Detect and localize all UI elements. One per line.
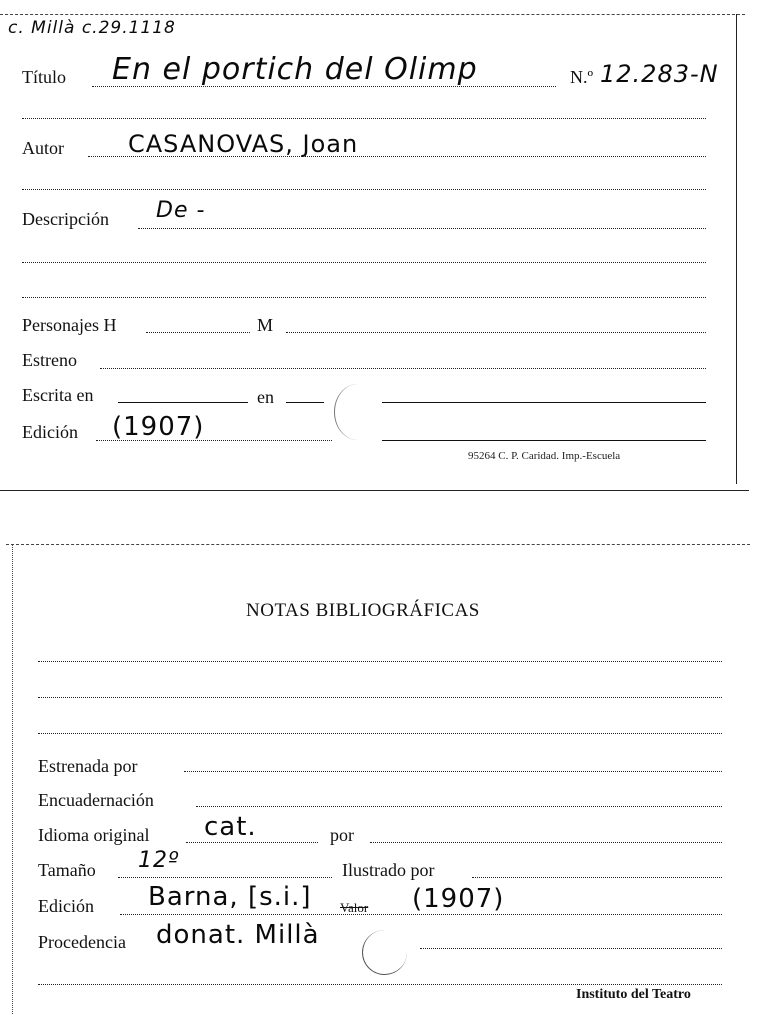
institution-footer: Instituto del Teatro <box>576 987 691 1002</box>
blank-line-2 <box>22 189 706 190</box>
idioma-label: Idioma original <box>38 825 150 845</box>
procedencia-line <box>420 948 722 949</box>
back-edicion-value: Barna, [s.i.] <box>148 882 312 912</box>
autor-line <box>88 156 706 157</box>
personajes-m-line <box>286 332 706 333</box>
escrita-en-line-b <box>382 402 706 403</box>
idioma-por-line <box>370 842 722 843</box>
procedencia-label: Procedencia <box>38 932 126 952</box>
blank-line-1 <box>22 118 706 119</box>
escrita-label: Escrita en <box>22 385 94 405</box>
front-card-top-edge <box>0 14 745 15</box>
punch-hole-mark-back <box>362 930 407 975</box>
notas-heading: NOTAS BIBLIOGRÁFICAS <box>246 600 480 621</box>
blank-line-4 <box>22 297 706 298</box>
descripcion-line <box>138 228 706 229</box>
back-edicion-label: Edición <box>38 896 94 916</box>
edicion-value: (1907) <box>112 412 205 442</box>
escrita-en-line-a <box>286 402 324 403</box>
escrita-en-label: en <box>257 387 274 407</box>
idioma-por-label: por <box>330 825 354 845</box>
idioma-line <box>186 842 318 843</box>
titulo-label: Título <box>22 67 66 87</box>
ilustrado-line <box>472 877 722 878</box>
back-card-top-edge <box>6 544 750 545</box>
escrita-line <box>118 402 248 403</box>
estreno-label: Estreno <box>22 350 77 370</box>
corner-catalog-note: c. Millà c.29.1118 <box>8 18 176 38</box>
estreno-line <box>100 368 706 369</box>
procedencia-value: donat. Millà <box>156 920 320 950</box>
tamano-line <box>118 877 332 878</box>
tamano-label: Tamaño <box>38 860 96 880</box>
encuadernacion-line <box>196 806 722 807</box>
numero-value: 12.283-N <box>600 60 719 88</box>
notas-line-3 <box>38 733 722 734</box>
estrenada-line <box>184 771 722 772</box>
notas-line-1 <box>38 661 722 662</box>
valor-label: Valor <box>340 900 369 915</box>
titulo-line <box>92 86 556 87</box>
estrenada-label: Estrenada por <box>38 756 138 776</box>
punch-hole-mark <box>334 384 381 440</box>
descripcion-label: Descripción <box>22 209 109 229</box>
back-edicion-line <box>120 914 722 915</box>
printer-imprint: 95264 C. P. Caridad. Imp.-Escuela <box>468 450 621 462</box>
numero-label: N.º <box>570 67 594 87</box>
notas-line-2 <box>38 697 722 698</box>
autor-value: CASANOVAS, Joan <box>128 130 359 158</box>
personajes-h-line <box>146 332 250 333</box>
front-card-bottom-edge <box>0 490 749 491</box>
personajes-m-label: M <box>257 315 274 335</box>
idioma-value: cat. <box>204 812 257 842</box>
back-blank-line <box>38 984 722 985</box>
back-card-left-edge <box>12 544 13 1014</box>
edicion-label: Edición <box>22 422 78 442</box>
personajes-label: Personajes H <box>22 315 117 335</box>
tamano-value: 12º <box>138 848 180 873</box>
valor-value: (1907) <box>412 884 505 914</box>
descripcion-value: De - <box>156 198 206 223</box>
blank-line-3 <box>22 262 706 263</box>
edicion-line-b <box>382 440 706 441</box>
titulo-value: En el portich del Olimp <box>112 52 478 87</box>
ilustrado-label: Ilustrado por <box>342 860 435 880</box>
front-card-right-edge <box>736 14 737 484</box>
autor-label: Autor <box>22 138 64 158</box>
edicion-line-a <box>96 440 332 441</box>
encuadernacion-label: Encuadernación <box>38 790 154 810</box>
